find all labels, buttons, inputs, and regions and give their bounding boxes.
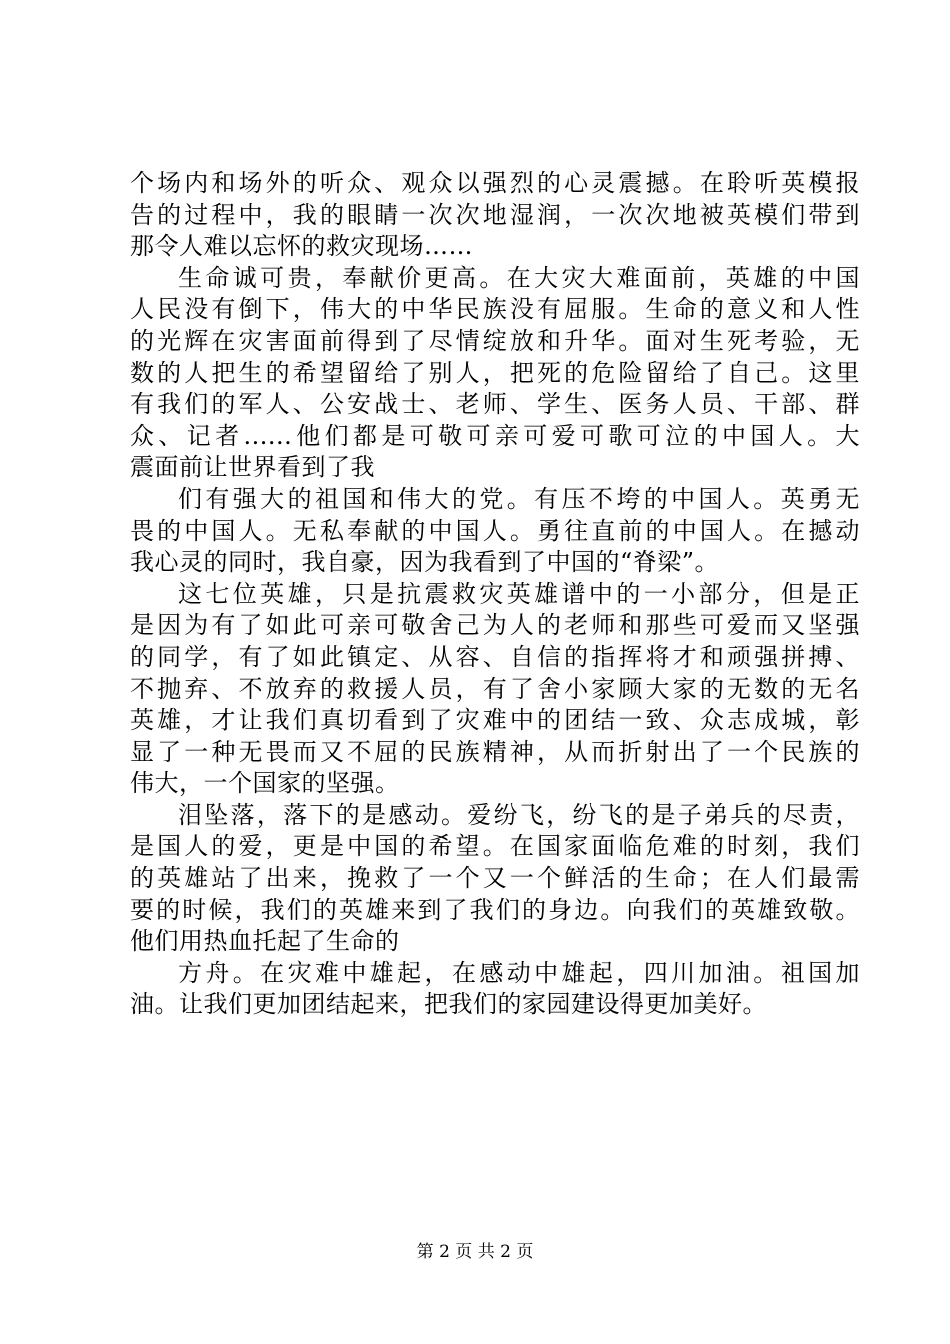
text-line: 我心灵的同时，我自豪，因为我看到了中国的“脊梁”。 — [130, 548, 720, 577]
text-line: 油。让我们更加团结起来，把我们的家园建设得更加美好。 — [130, 990, 767, 1019]
text-line: 是国人的爱，更是中国的希望。在国家面临危难的时刻，我们 — [130, 832, 860, 861]
text-line: 那令人难以忘怀的救灾现场…… — [130, 232, 473, 261]
text-line: 他们用热血托起了生命的 — [130, 927, 400, 956]
text-line: 英雄，才让我们真切看到了灾难中的团结一致、众志成城，彰 — [130, 706, 860, 735]
text-line: 伟大，一个国家的坚强。 — [130, 769, 400, 798]
text-line: 的英雄站了出来，挽救了一个又一个鲜活的生命；在人们最需 — [130, 864, 860, 893]
page-footer: 第 2 页 共 2 页 — [416, 1242, 534, 1262]
text-line: 告的过程中，我的眼睛一次次地湿润，一次次地被英模们带到 — [130, 200, 860, 229]
text-line: 的同学，有了如此镇定、从容、自信的指挥将才和顽强拼搏、 — [130, 642, 860, 671]
text-line: 是因为有了如此可亲可敬舍己为人的老师和那些可爱而又坚强 — [130, 611, 860, 640]
text-line: 众、记者......他们都是可敬可亲可爱可歌可泣的中国人。大 — [130, 421, 860, 450]
text-line: 震面前让世界看到了我 — [130, 453, 375, 482]
document-body — [130, 168, 860, 1021]
text-line: 个场内和场外的听众、观众以强烈的心灵震撼。在聆听英模报 — [130, 169, 860, 197]
text-line: 畏的中国人。无私奉献的中国人。勇往直前的中国人。在撼动 — [130, 516, 860, 545]
text-line: 要的时候，我们的英雄来到了我们的身边。向我们的英雄致敬。 — [130, 895, 860, 924]
text-line: 生命诚可贵，奉献价更高。在大灾大难面前，英雄的中国 — [178, 263, 860, 292]
text-line: 数的人把生的希望留给了别人，把死的危险留给了自己。这里 — [130, 358, 860, 387]
text-line: 们有强大的祖国和伟大的党。有压不垮的中国人。英勇无 — [178, 484, 860, 513]
text-line: 显了一种无畏而又不屈的民族精神，从而折射出了一个民族的 — [130, 737, 860, 766]
text-line: 不抛弃、不放弃的救援人员，有了舍小家顾大家的无数的无名 — [130, 674, 860, 703]
text-line: 这七位英雄，只是抗震救灾英雄谱中的一小部分，但是正 — [178, 579, 860, 608]
text-line: 有我们的军人、公安战士、老师、学生、医务人员、干部、群 — [130, 390, 860, 419]
text-line: 泪坠落，落下的是感动。爱纷飞，纷飞的是子弟兵的尽责， — [178, 800, 860, 829]
text-line: 的光辉在灾害面前得到了尽情绽放和升华。面对生死考验，无 — [130, 326, 860, 355]
text-line: 方舟。在灾难中雄起，在感动中雄起，四川加油。祖国加 — [178, 958, 860, 987]
text-line: 人民没有倒下，伟大的中华民族没有屈服。生命的意义和人性 — [130, 295, 860, 324]
